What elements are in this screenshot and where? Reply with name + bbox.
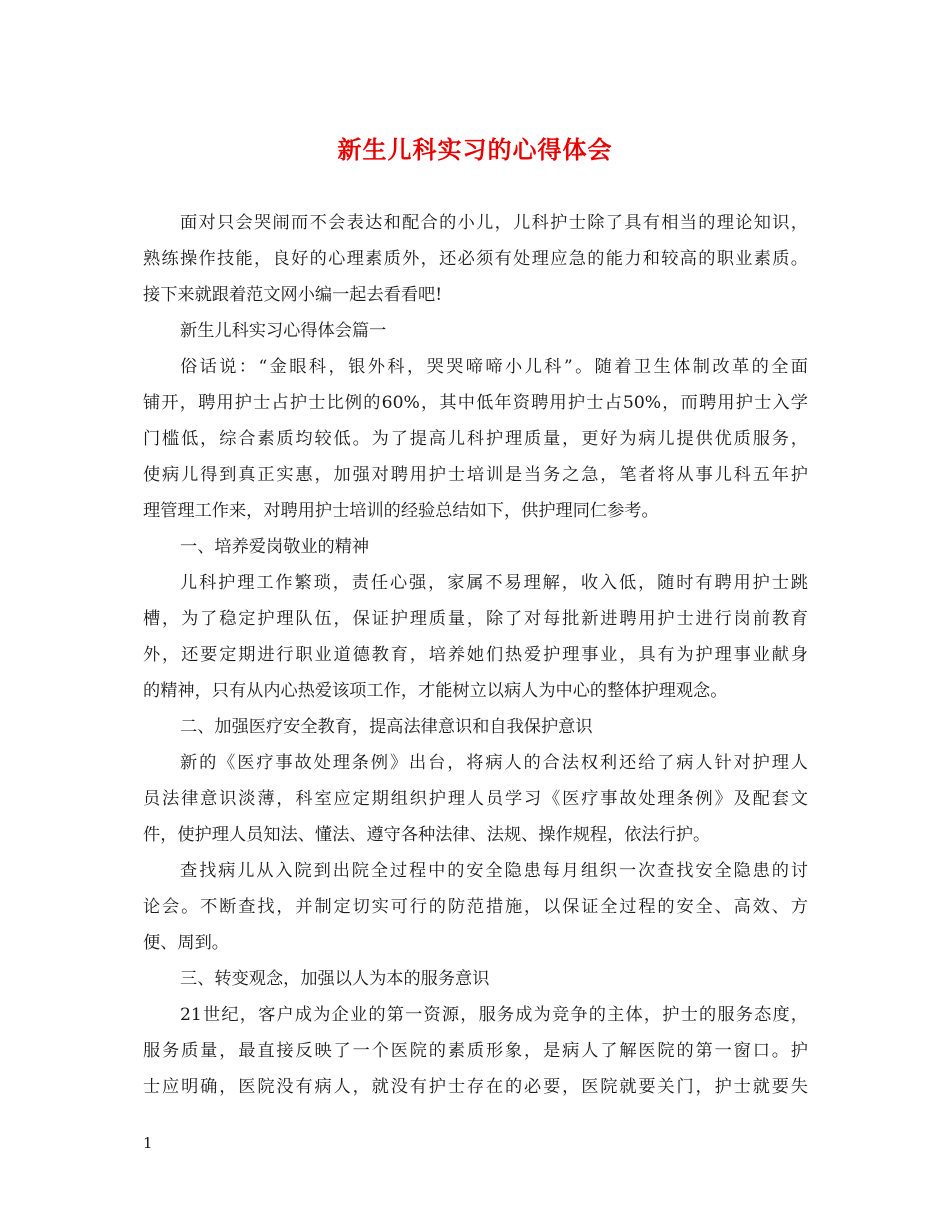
text-line: 便、周到。 — [143, 933, 229, 953]
text-line: 论会。不断查找，并制定切实可行的防范措施，以保证全过程的安全、高效、方 — [143, 897, 808, 917]
text-line: 查找病儿从入院到出院全过程中的安全隐患每月组织一次查找安全隐患的讨 — [180, 861, 808, 881]
text-line: 士应明确，医院没有病人，就没有护士存在的必要，医院就要关门，护士就要失 — [143, 1077, 808, 1097]
text-line: 槽，为了稳定护理队伍，保证护理质量，除了对每批新进聘用护士进行岗前教育 — [143, 609, 808, 629]
text-line: 儿科护理工作繁琐，责任心强，家属不易理解，收入低，随时有聘用护士跳 — [180, 573, 808, 593]
text-line: 件，使护理人员知法、懂法、遵守各种法律、法规、操作规程，依法行护。 — [143, 825, 711, 845]
text-line: 员法律意识淡薄，科室应定期组织护理人员学习《医疗事故处理条例》及配套文 — [143, 789, 808, 809]
text-line: 二、加强医疗安全教育，提高法律意识和自我保护意识 — [180, 717, 593, 737]
text-line: 服务质量，最直接反映了一个医院的素质形象，是病人了解医院的第一窗口。护 — [143, 1041, 808, 1061]
text-line: 接下来就跟着范文网小编一起去看看吧! — [143, 285, 443, 305]
text-line: 三、转变观念，加强以人为本的服务意识 — [180, 969, 490, 989]
text-line: 21世纪，客户成为企业的第一资源，服务成为竞争的主体，护士的服务态度， — [180, 1005, 808, 1025]
text-line: 新生儿科实习心得体会篇一 — [180, 321, 387, 341]
text-line: 新的《医疗事故处理条例》出台，将病人的合法权利还给了病人针对护理人 — [180, 753, 808, 773]
text-line: 使病儿得到真正实惠，加强对聘用护士培训是当务之急，笔者将从事儿科五年护 — [143, 465, 808, 485]
text-line: 门槛低，综合素质均较低。为了提高儿科护理质量，更好为病儿提供优质服务， — [143, 429, 808, 449]
text-line: 铺开，聘用护士占护士比例的60%，其中低年资聘用护士占50%，而聘用护士入学 — [143, 393, 808, 413]
text-line: 面对只会哭闹而不会表达和配合的小儿，儿科护士除了具有相当的理论知识， — [180, 213, 808, 233]
document-body — [143, 205, 808, 1105]
document-title: 新生儿科实习的心得体会 — [337, 136, 613, 164]
text-line: 外，还要定期进行职业道德教育，培养她们热爱护理事业，具有为护理事业献身 — [143, 645, 808, 665]
text-line: 俗话说：“金眼科，银外科，哭哭啼啼小儿科”。随着卫生体制改革的全面 — [180, 357, 808, 377]
text-line: 熟练操作技能，良好的心理素质外，还必须有处理应急的能力和较高的职业素质。 — [143, 249, 808, 269]
text-line: 的精神，只有从内心热爱该项工作，才能树立以病人为中心的整体护理观念。 — [143, 681, 728, 701]
text-line: 理管理工作来，对聘用护士培训的经验总结如下，供护理同仁参考。 — [143, 501, 659, 521]
page-number: 1 — [143, 1134, 153, 1152]
text-line: 一、培养爱岗敬业的精神 — [180, 537, 370, 557]
